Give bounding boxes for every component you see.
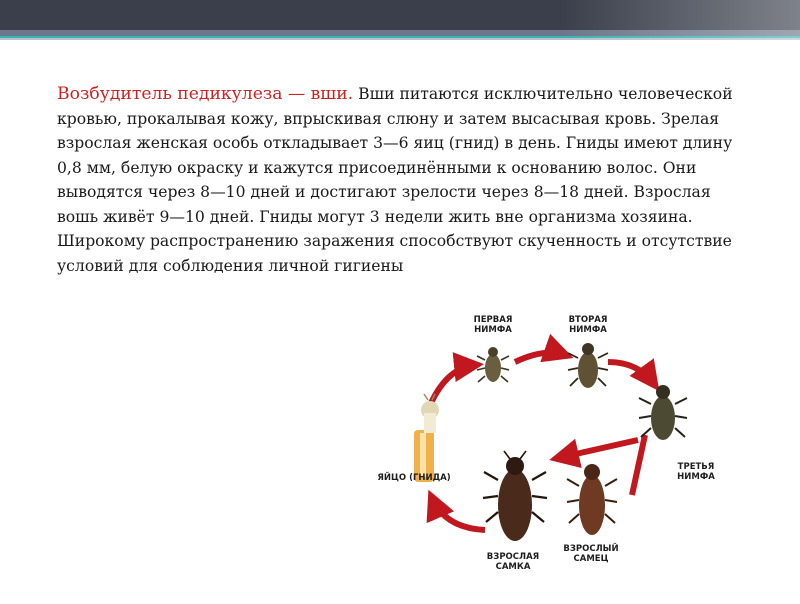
label-adult-male-line2: САМЕЦ xyxy=(573,554,609,564)
arrow-first-to-second xyxy=(515,353,565,362)
adult-female-image xyxy=(483,451,547,541)
label-adult-female-line2: САМКА xyxy=(495,562,531,572)
label-egg-line1: ЯЙЦО (ГНИДА) xyxy=(377,473,451,483)
label-egg xyxy=(374,473,454,483)
arrow-female-to-egg xyxy=(432,498,485,530)
label-adult-female xyxy=(478,552,548,572)
arrow-third-to-male xyxy=(632,435,645,495)
label-third-nymph-line1: ТРЕТЬЯ xyxy=(677,462,715,472)
arrow-third-to-female xyxy=(558,440,638,458)
label-adult-male-line1: ВЗРОСЛЫЙ xyxy=(563,544,619,554)
label-adult-male xyxy=(556,544,626,564)
body-text: Вши питаются исключительно человеческой кровью, прокалывая кожу, впрыскивая слюну и затем высасывая кровь. Зрелая взрослая женская особь откладывает 3—6 яиц (гнид) в день. Гниды имеют длину 0,8 мм, белую окраску и кажутся присоединёнными к основанию волос. Они выводятся через 8—10 дней и достигают зрелости через 8—18 дней. Взрослая вошь живёт 9—10 дней. Гниды могут 3 недели жить вне организма хозяина. Широкому распространению заражения способствуют скученность и отсутствие условий для соблюдения личной гигиены xyxy=(57,85,733,275)
label-second-nymph-line1: ВТОРАЯ xyxy=(568,315,608,325)
arrow-second-to-third xyxy=(608,362,654,384)
label-first-nymph-line1: ПЕРВАЯ xyxy=(473,315,513,325)
lifecycle-svg xyxy=(370,300,740,600)
label-second-nymph xyxy=(553,315,623,335)
header-shade xyxy=(560,0,800,40)
label-third-nymph xyxy=(666,462,726,482)
lice-lifecycle-diagram xyxy=(370,300,740,600)
label-first-nymph xyxy=(458,315,528,335)
body-paragraph xyxy=(57,82,747,278)
adult-male-image xyxy=(567,464,617,535)
lead-sentence: Возбудитель педикулеза — вши. xyxy=(57,84,354,104)
second-nymph-image xyxy=(568,343,608,388)
label-third-nymph-line2: НИМФА xyxy=(677,472,715,482)
label-adult-female-line1: ВЗРОСЛАЯ xyxy=(486,552,540,562)
third-nymph-image xyxy=(639,385,687,440)
label-first-nymph-line2: НИМФА xyxy=(474,325,512,335)
egg-image xyxy=(414,394,439,482)
label-second-nymph-line2: НИМФА xyxy=(569,325,607,335)
first-nymph-image xyxy=(477,347,509,382)
